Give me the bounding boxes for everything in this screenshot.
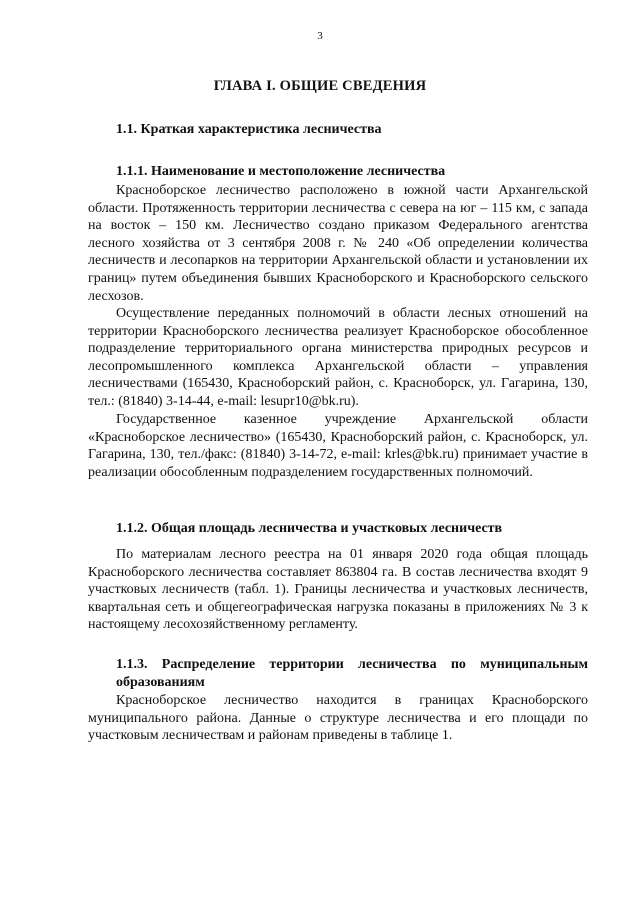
section-heading-1-1-1: 1.1.1. Наименование и местоположение лесничества — [116, 164, 446, 179]
paragraph-institution: Государственное казенное учреждение Архангельской области «Красноборское лесничество» (165430, Красноборский район, с. Красноборск, ул. Гагарина, 130, тел./факс: (81840) 3-14-72, e-mail: krles@bk.ru) принимает участие в реализации обособленным подразделением государственных полномочий. — [88, 412, 588, 480]
page-number: 3 — [317, 30, 323, 42]
paragraph-municipal: Красноборское лесничество находится в границах Красноборского муниципального района. Данные о структуре лесничества и его площади по участковым лесничествам и районам приведены в таблице 1. — [88, 693, 588, 744]
paragraph-total-area: По материалам лесного реестра на 01 января 2020 года общая площадь Красноборского лесничества составляет 863804 га. В состав лесничества входят 9 участковых лесничеств (табл. 1). Границы лесничества и участковых лесничеств, квартальная сеть и общегеографическая нагрузка показаны в приложениях № 3 к настоящему лесохозяйственному регламенту. — [88, 547, 588, 633]
paragraph-location: Красноборское лесничество расположено в южной части Архангельской области. Протяженность территории лесничества с севера на юг – 115 км, с запада на восток – 150 км. Лесничество создано приказом Федерального агентства лесного хозяйства от 3 сентября 2008 г. № 240 «Об определении количества лесничеств и лесопарков на территории Архангельской области и установлении их границ» путем объединения бывших Красноборского и Красноборского сельского лесхозов. — [88, 183, 588, 304]
section-heading-1-1-3: 1.1.3. Распределение территории лесничества по муниципальным образованиям — [116, 657, 588, 690]
chapter-title: ГЛАВА I. ОБЩИЕ СВЕДЕНИЯ — [213, 78, 427, 94]
paragraph-authority: Осуществление переданных полномочий в области лесных отношений на территории Красноборского лесничества реализует Красноборское обособленное подразделение территориального органа министерства природных ресурсов и лесопромышленного комплекса Архангельской области – управления лесничествами (165430, Красноборский район, с. Красноборск, ул. Гагарина, 130, тел.: (81840) 3-14-44, e-mail: lesupr10@bk.ru). — [88, 306, 588, 409]
section-heading-1-1-2: 1.1.2. Общая площадь лесничества и участковых лесничеств — [116, 521, 503, 536]
section-heading-1-1: 1.1. Краткая характеристика лесничества — [116, 122, 382, 137]
